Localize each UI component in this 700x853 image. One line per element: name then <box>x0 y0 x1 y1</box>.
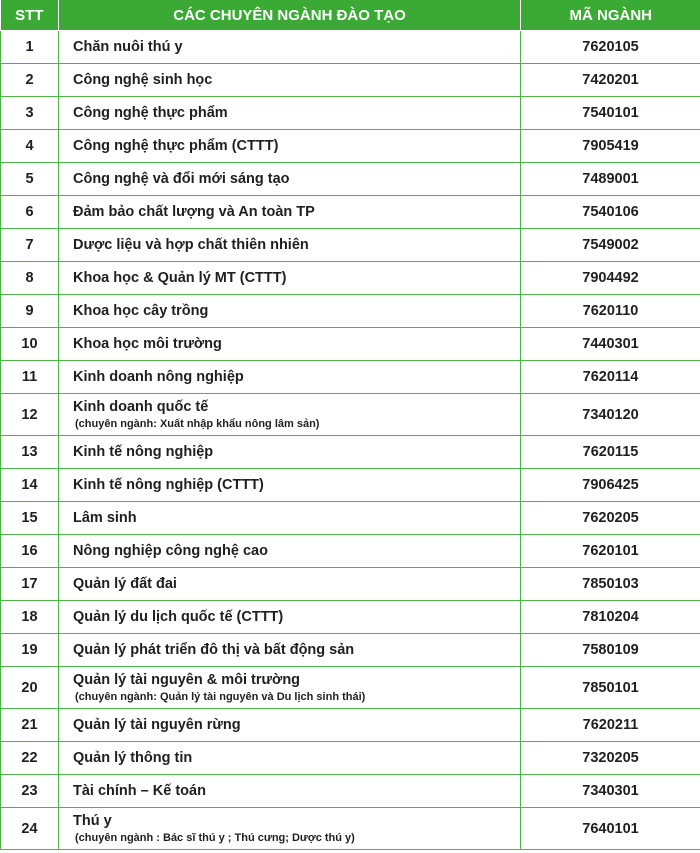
row-major-code: 7420201 <box>521 64 700 97</box>
row-stt: 4 <box>1 130 59 163</box>
row-major-code: 7540106 <box>521 196 700 229</box>
row-major-code: 7540101 <box>521 97 700 130</box>
row-major-name: Công nghệ thực phẩm (CTTT) <box>73 138 279 154</box>
row-major-name-cell <box>59 601 521 634</box>
row-stt: 1 <box>1 31 59 64</box>
header-major-name: CÁC CHUYÊN NGÀNH ĐÀO TẠO <box>59 0 521 31</box>
table-row <box>1 31 700 64</box>
row-major-name-cell <box>59 394 521 436</box>
header-row <box>1 0 700 31</box>
row-stt: 20 <box>1 667 59 709</box>
row-major-name-cell <box>59 742 521 775</box>
row-major-code: 7904492 <box>521 262 700 295</box>
row-stt: 23 <box>1 775 59 808</box>
row-stt: 10 <box>1 328 59 361</box>
row-major-name: Công nghệ thực phẩm <box>73 105 228 121</box>
row-major-name-cell <box>59 262 521 295</box>
row-major-code: 7620110 <box>521 295 700 328</box>
table-row <box>1 667 700 709</box>
row-major-name: Kinh doanh nông nghiệp <box>73 369 244 385</box>
row-major-name: Kinh tế nông nghiệp <box>73 444 214 460</box>
row-major-name: Tài chính – Kế toán <box>73 783 206 799</box>
row-major-code: 7320205 <box>521 742 700 775</box>
row-major-name: Công nghệ và đổi mới sáng tạo <box>73 171 290 187</box>
row-major-code: 7620205 <box>521 502 700 535</box>
row-stt: 7 <box>1 229 59 262</box>
row-stt: 15 <box>1 502 59 535</box>
table-body <box>1 31 700 850</box>
row-major-name: Công nghệ sinh học <box>73 72 213 88</box>
row-major-name: Quản lý thông tin <box>73 750 193 766</box>
row-major-code: 7440301 <box>521 328 700 361</box>
row-major-code: 7620101 <box>521 535 700 568</box>
row-major-name-cell <box>59 130 521 163</box>
row-major-name-cell <box>59 361 521 394</box>
table-row <box>1 601 700 634</box>
row-major-name-cell <box>59 667 521 709</box>
row-stt: 16 <box>1 535 59 568</box>
row-major-name-cell <box>59 295 521 328</box>
table-header <box>1 0 700 31</box>
row-major-name-cell <box>59 709 521 742</box>
table-row <box>1 634 700 667</box>
row-major-name-cell <box>59 502 521 535</box>
row-stt: 12 <box>1 394 59 436</box>
row-stt: 8 <box>1 262 59 295</box>
row-specialization-note: (chuyên ngành: Quản lý tài nguyên và Du lịch sinh thái) <box>75 691 366 703</box>
row-stt: 24 <box>1 808 59 850</box>
table-row <box>1 775 700 808</box>
table-row <box>1 394 700 436</box>
row-major-name: Thú y <box>73 813 112 829</box>
table-row <box>1 469 700 502</box>
table-row <box>1 64 700 97</box>
row-major-name-cell <box>59 97 521 130</box>
row-major-name: Khoa học & Quản lý MT (CTTT) <box>73 270 287 286</box>
header-major-code: MÃ NGÀNH <box>521 0 700 31</box>
row-stt: 14 <box>1 469 59 502</box>
row-major-name: Đảm bảo chất lượng và An toàn TP <box>73 204 315 220</box>
table-row <box>1 97 700 130</box>
row-major-name-cell <box>59 436 521 469</box>
row-major-name-cell <box>59 163 521 196</box>
row-major-name: Quản lý tài nguyên & môi trường <box>73 672 301 688</box>
row-stt: 3 <box>1 97 59 130</box>
row-major-code: 7810204 <box>521 601 700 634</box>
row-major-name-cell <box>59 634 521 667</box>
row-major-code: 7640101 <box>521 808 700 850</box>
row-stt: 18 <box>1 601 59 634</box>
row-major-name-cell <box>59 328 521 361</box>
row-major-name-cell <box>59 775 521 808</box>
row-major-name-cell <box>59 31 521 64</box>
table-row <box>1 742 700 775</box>
row-major-name-cell <box>59 229 521 262</box>
row-major-name: Quản lý đất đai <box>73 576 177 592</box>
table-row <box>1 328 700 361</box>
table-row <box>1 436 700 469</box>
row-major-code: 7549002 <box>521 229 700 262</box>
row-major-code: 7580109 <box>521 634 700 667</box>
row-major-code: 7850103 <box>521 568 700 601</box>
row-major-name-cell <box>59 535 521 568</box>
row-stt: 9 <box>1 295 59 328</box>
row-major-code: 7489001 <box>521 163 700 196</box>
table-row <box>1 196 700 229</box>
row-major-code: 7620105 <box>521 31 700 64</box>
table-row <box>1 535 700 568</box>
table-row <box>1 130 700 163</box>
row-stt: 22 <box>1 742 59 775</box>
row-major-name: Dược liệu và hợp chất thiên nhiên <box>73 237 309 253</box>
row-stt: 21 <box>1 709 59 742</box>
row-major-name: Quản lý phát triển đô thị và bất động sản <box>73 642 355 658</box>
row-stt: 5 <box>1 163 59 196</box>
row-major-name-cell <box>59 196 521 229</box>
table-row <box>1 229 700 262</box>
table-row <box>1 709 700 742</box>
table-row <box>1 568 700 601</box>
row-major-name-cell <box>59 808 521 850</box>
row-major-code: 7620115 <box>521 436 700 469</box>
row-stt: 17 <box>1 568 59 601</box>
row-major-name: Nông nghiệp công nghệ cao <box>73 543 268 559</box>
row-major-code: 7620211 <box>521 709 700 742</box>
row-stt: 13 <box>1 436 59 469</box>
row-stt: 11 <box>1 361 59 394</box>
table-row <box>1 808 700 850</box>
row-stt: 2 <box>1 64 59 97</box>
header-stt: STT <box>1 0 59 31</box>
table-row <box>1 361 700 394</box>
row-major-name: Kinh tế nông nghiệp (CTTT) <box>73 477 264 493</box>
row-major-code: 7340301 <box>521 775 700 808</box>
row-major-code: 7620114 <box>521 361 700 394</box>
table-row <box>1 295 700 328</box>
row-specialization-note: (chuyên ngành : Bác sĩ thú y ; Thú cưng; Dược thú y) <box>75 832 355 844</box>
table-row <box>1 163 700 196</box>
row-major-name-cell <box>59 469 521 502</box>
row-stt: 19 <box>1 634 59 667</box>
row-specialization-note: (chuyên ngành: Xuất nhập khẩu nông lâm sản) <box>75 418 320 430</box>
table-row <box>1 502 700 535</box>
row-stt: 6 <box>1 196 59 229</box>
row-major-name: Quản lý tài nguyên rừng <box>73 717 241 733</box>
row-major-name-cell <box>59 64 521 97</box>
row-major-code: 7905419 <box>521 130 700 163</box>
table-row <box>1 262 700 295</box>
row-major-name: Quản lý du lịch quốc tế (CTTT) <box>73 609 284 625</box>
row-major-code: 7340120 <box>521 394 700 436</box>
row-major-name: Kinh doanh quốc tế <box>73 399 209 415</box>
row-major-code: 7906425 <box>521 469 700 502</box>
row-major-code: 7850101 <box>521 667 700 709</box>
row-major-name: Lâm sinh <box>73 510 137 526</box>
row-major-name-cell <box>59 568 521 601</box>
row-major-name: Khoa học môi trường <box>73 336 222 352</box>
row-major-name: Khoa học cây trồng <box>73 303 209 319</box>
row-major-name: Chăn nuôi thú y <box>73 39 183 55</box>
